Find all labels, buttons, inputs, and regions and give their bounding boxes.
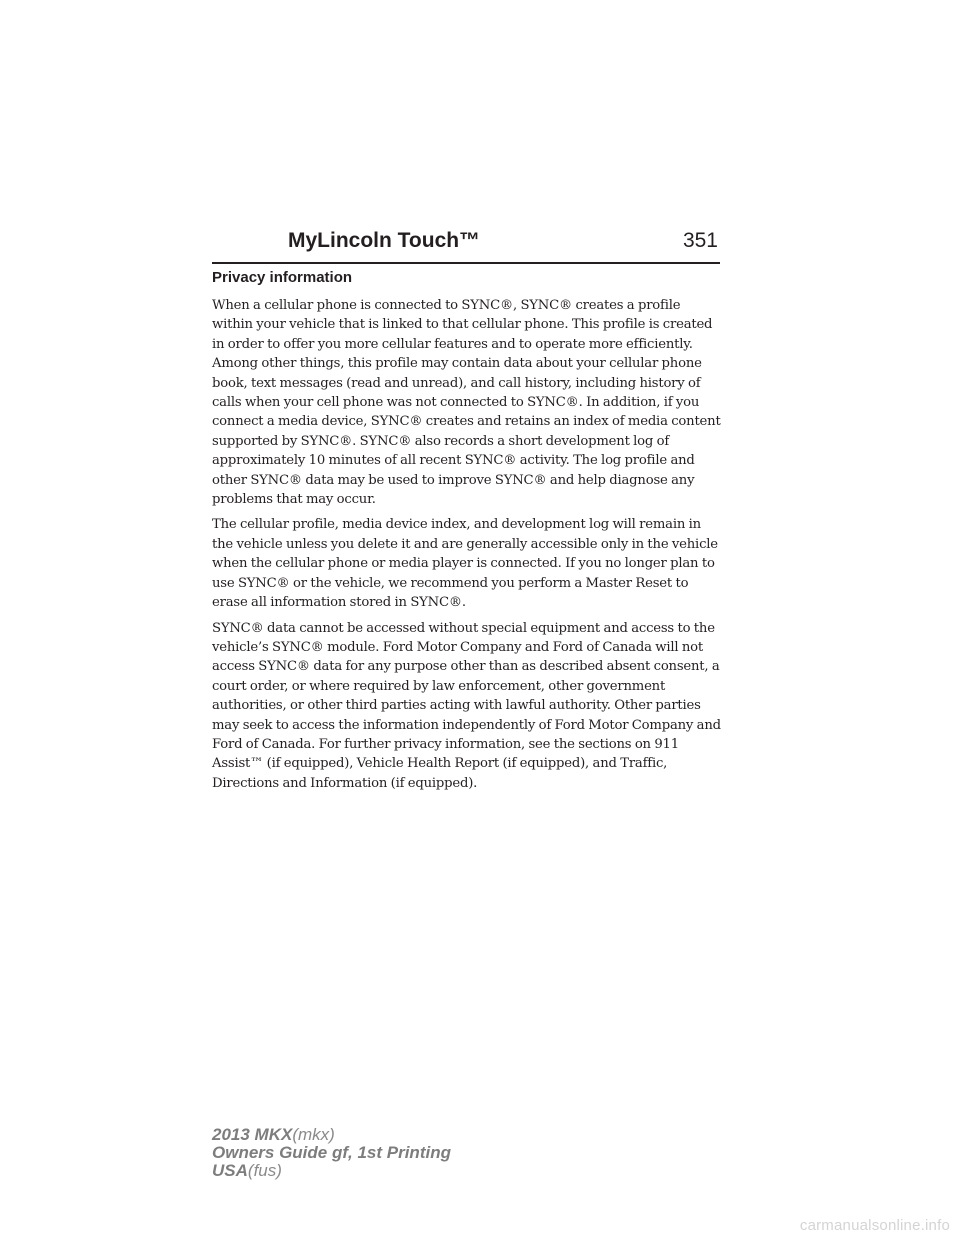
footer-market: USA <box>212 1161 248 1180</box>
paragraph-access: SYNC® data cannot be accessed without special equipment and access to the vehicle’s SYNC® module. Ford Motor Company and Ford of Canada will not access SYNC® data for any purpose other than as described absent consent, a court order, or where required by law enforcement, other government authorities, or other third parties acting with lawful authority. Other parties may seek to access the information independently of Ford Motor Company and Ford of Canada. For further privacy information, see the sections on 911 Assist™ (if equipped), Vehicle Health Report (if equipped), and Traffic, Directions and Information (if equipped). <box>212 620 721 791</box>
privacy-heading: Privacy information <box>212 269 353 286</box>
footer-guide-line <box>212 1144 451 1162</box>
footer-model-code: (mkx) <box>292 1125 335 1144</box>
footer-guide: Owners Guide gf, 1st Printing <box>212 1143 451 1162</box>
page-number: 351 <box>682 229 718 252</box>
footer-model-line <box>212 1126 451 1144</box>
watermark: carmanualsonline.info <box>799 1217 950 1234</box>
footer-model: 2013 MKX <box>212 1125 293 1144</box>
page-header <box>212 226 720 264</box>
section-title: MyLincoln Touch™ <box>288 229 481 252</box>
footer-market-line <box>212 1162 451 1180</box>
paragraph-retention: The cellular profile, media device index, and development log will remain in the vehicle unless you delete it and are generally accessible only in the vehicle when the cellular phone or media player is connected. If you no longer plan to use SYNC® or the vehicle, we recommend you perform a Master Reset to erase all information stored in SYNC®. <box>212 517 718 611</box>
page-content <box>212 268 724 799</box>
print-footer <box>212 1126 451 1180</box>
footer-market-code: (fus) <box>247 1161 282 1180</box>
paragraph-profile: When a cellular phone is connected to SYNC®, SYNC® creates a profile within your vehicle that is linked to that cellular phone. This profile is created in order to offer you more cellular features and to operate more efficiently. Among other things, this profile may contain data about your cellular phone book, text messages (read and unread), and call history, including history of calls when your cell phone was not connected to SYNC®. In addition, if you connect a media device, SYNC® creates and retains an index of media content supported by SYNC®. SYNC® also records a short development log of approximately 10 minutes of all recent SYNC® activity. The log profile and other SYNC® data may be used to improve SYNC® and help diagnose any problems that may occur. <box>212 298 721 508</box>
